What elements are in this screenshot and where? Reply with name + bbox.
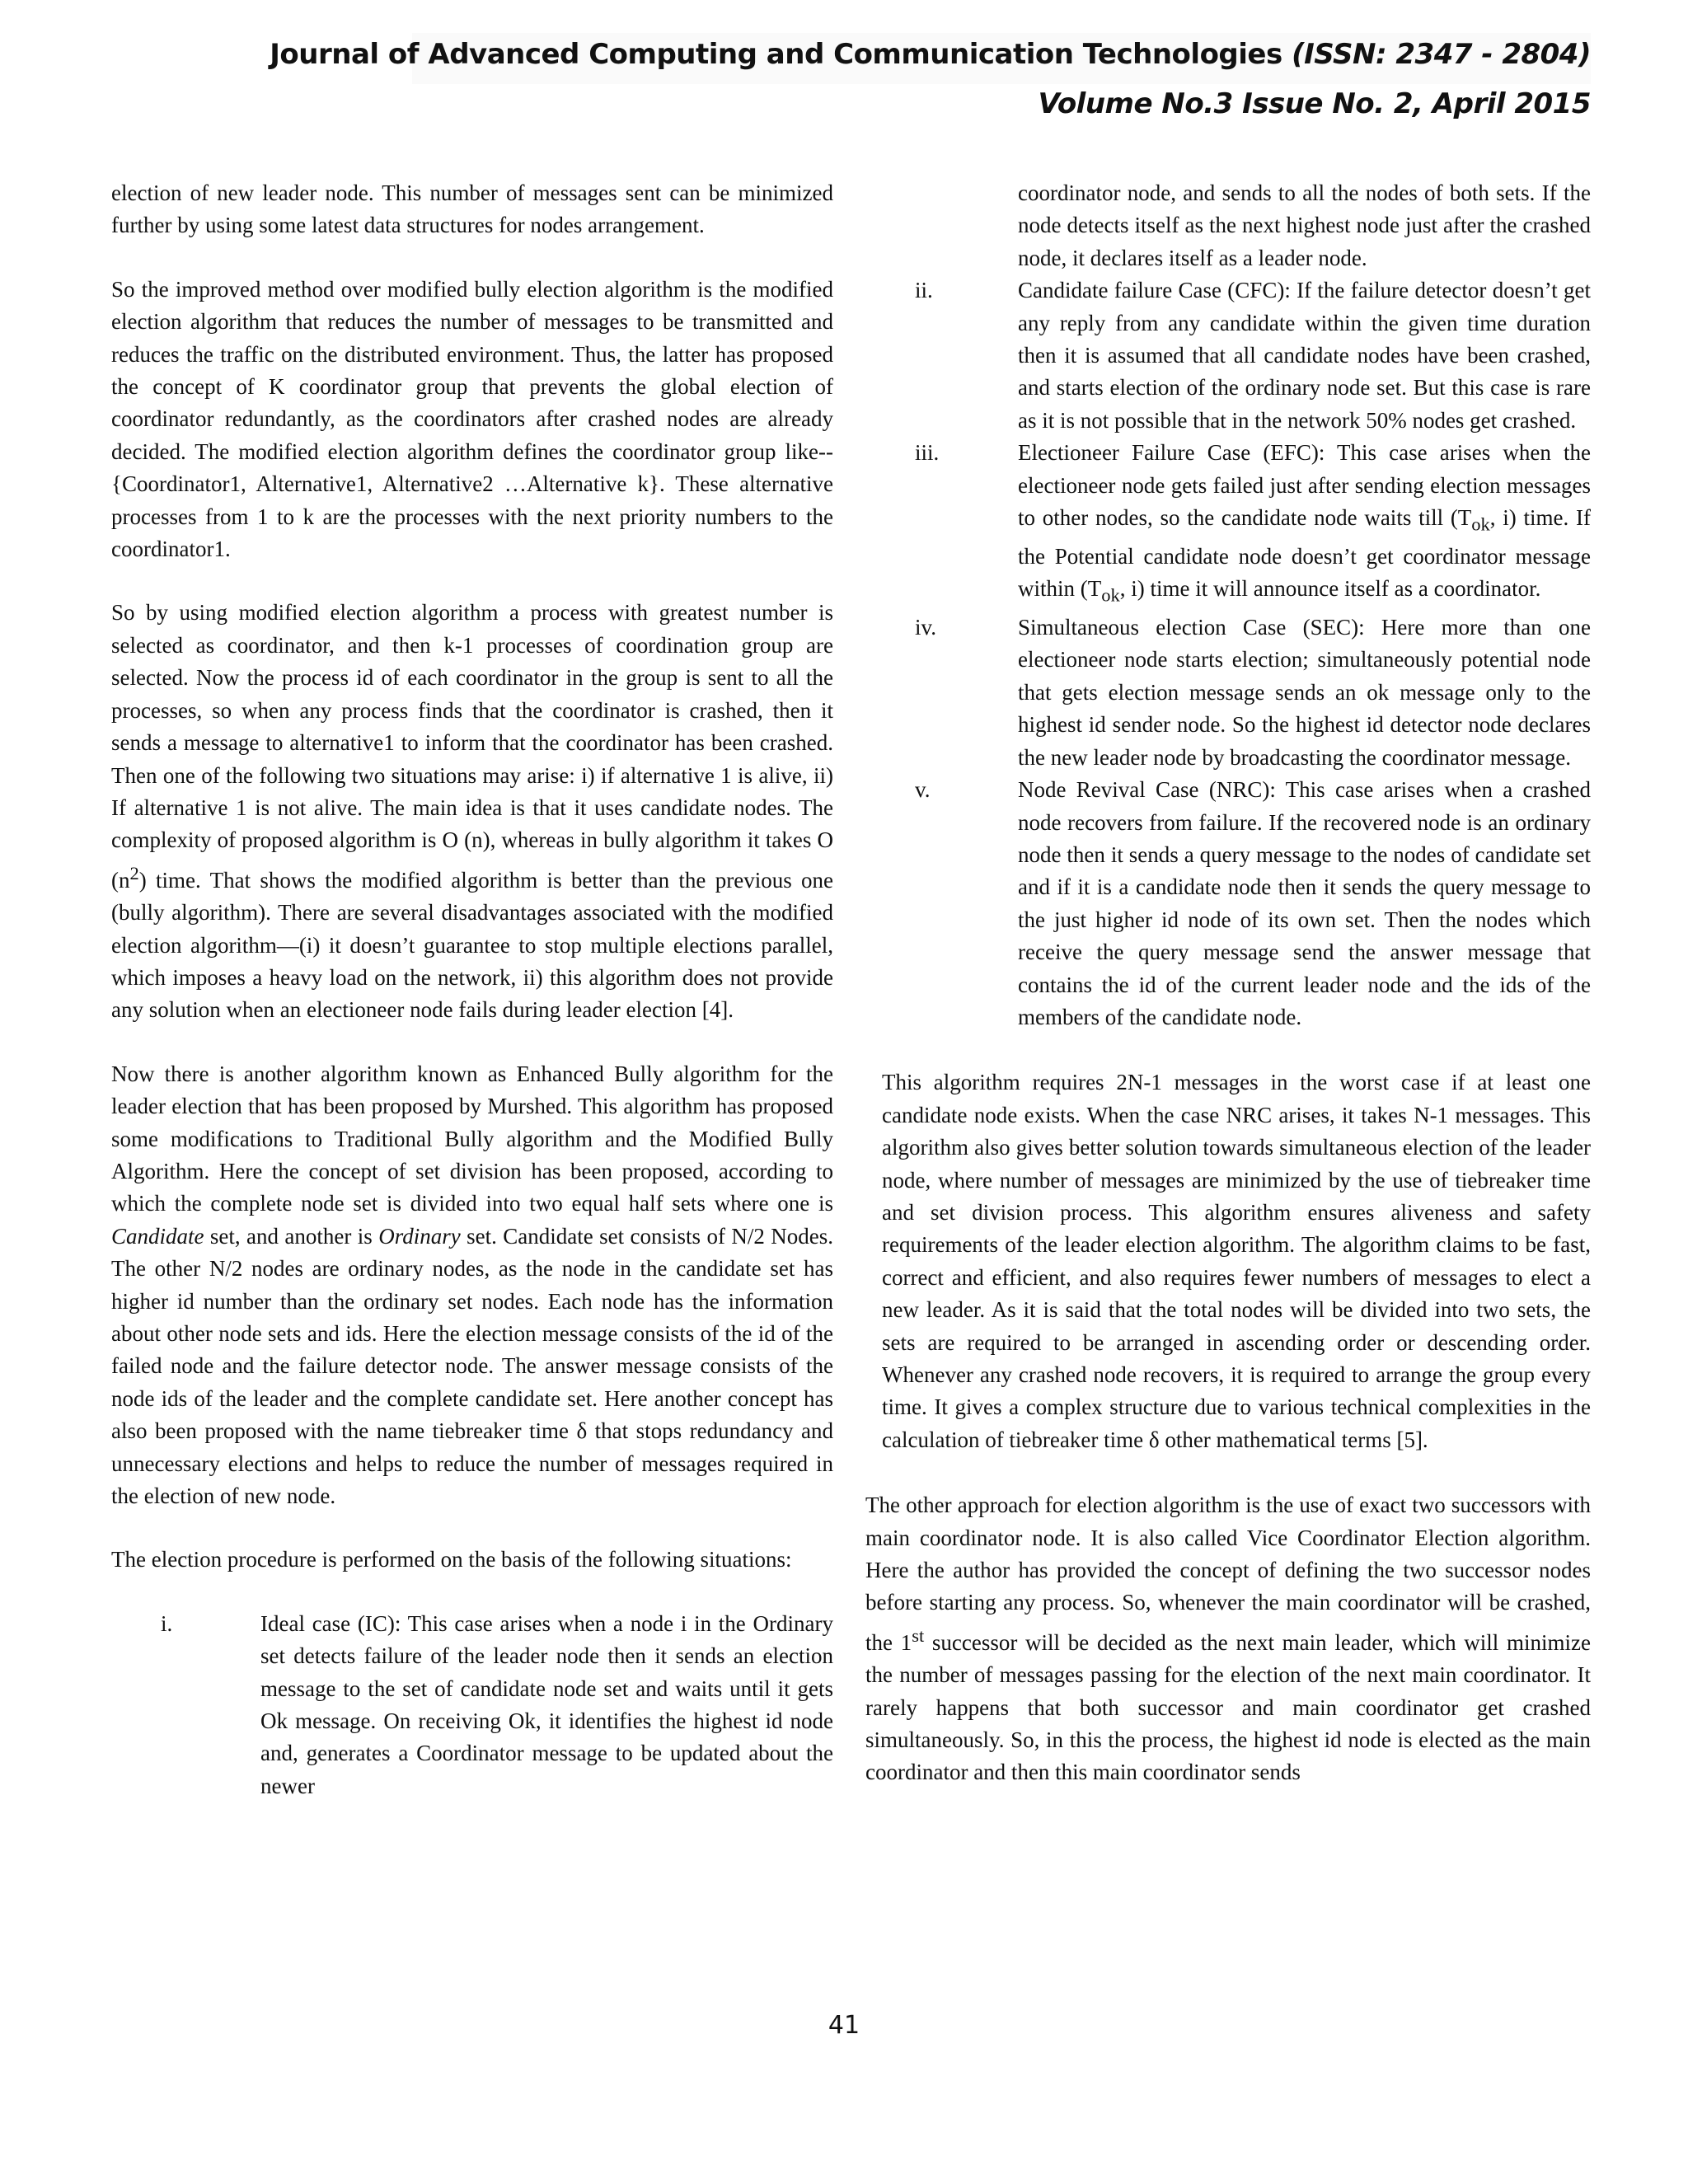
list-item xyxy=(865,274,1591,437)
list-number: i. xyxy=(161,1610,173,1636)
list-item xyxy=(865,612,1591,774)
paragraph: So the improved method over modified bully election algorithm is the modified election algorithm that reduces the number of messages to be transmitted and reduces the traffic on the distributed environment. Thus, the latter has proposed the concept of K coordinator group that prevents the global election of coordinator redundantly, as the coordinators after crashed nodes are already decided. The modified election algorithm defines the coordinator group like-- {Coordinator1, Alternative1, Alternative2 …Alternative k}. These alternative processes from 1 to k are the processes with the next priority numbers to the coordinator1. xyxy=(111,276,833,562)
list-text-continued: coordinator node, and sends to all the nodes of both sets. If the node detects itself as the next highest node just after the crashed node, it declares itself as a leader node. xyxy=(1018,180,1591,270)
list-text: Ideal case (IC): This case arises when a node i in the Ordinary set detects failure of the leader node then it sends an election message to the set of candidate node set and waits until it gets Ok message. On receiving Ok, it identifies the highest id node and, generates a Coordinator message to be updated about the newer xyxy=(260,1610,833,1798)
page-number: 41 xyxy=(828,2011,860,2040)
paragraph: So by using modified election algorithm a process with greatest number is selected as coordinator, and then k-1 processes of coordination group are selected. Now the process id of each coordinator in the group is sent to all the processes, so when any process finds that the coordinator is crashed, then it sends a message to alternative1 to inform that the coordinator has been crashed. Then one of the following two situations may arise: i) if alternative 1 is alive, ii) If alternative 1 is not alive. The main idea is that it uses candidate nodes. The complexity of proposed algorithm is O (n), whereas in bully algorithm it takes O $(n^2)$ time. That shows the modified algorithm is better than the previous one (bully algorithm). There are several disadvantages associated with the modified election algorithm—(i) it doesn’t guarantee to stop multiple elections parallel, which imposes a heavy load on the network, ii) this algorithm does not provide any solution when an electioneer node fails during leader election [4]. xyxy=(111,600,833,1023)
journal-issn: (ISSN: 2347 - 2804) xyxy=(1292,38,1591,71)
paragraph: This algorithm requires 2N-1 messages in the worst case if at least one candidate node exists. When the case NRC arises, it takes N-1 messages. This algorithm also gives better solution towards simultaneous election of the leader node, where number of messages are minimized by the use of tiebreaker time and set division process. This algorithm ensures aliveness and safety requirements of the leader election algorithm. The algorithm claims to be fast, correct and efficient, and also requires fewer numbers of messages to elect a new leader. As it is said that the total nodes will be divided into two sets, the sets are required to be arranged in ascending order or descending order. Whenever any crashed node recovers, it is required to arrange the group every time. It gives a complex structure due to various technical complexities in the calculation of tiebreaker time δ other mathematical terms [5]. xyxy=(882,1070,1591,1452)
left-column xyxy=(111,177,833,1802)
list-text: Electioneer Failure Case (EFC): This case arises when the electioneer node gets failed just after sending election messages to other nodes, so the candidate node waits till ($T_{ok}$, i) time. If the Potential candidate node doesn’t get coordinator message within ($T_{ok}$, i) time it will announce itself as a coordinator. xyxy=(1018,440,1591,606)
list-text: Simultaneous election Case (SEC): Here more than one electioneer node starts election; simultaneously potential node that gets election message sends an ok message only to the highest id sender node. So the highest id detector node declares the new leader node by broadcasting the coordinator message. xyxy=(1018,615,1591,770)
journal-volume: Volume No.3 Issue No. 2, April 2015 xyxy=(1038,87,1591,120)
paragraph: election of new leader node. This number of messages sent can be minimized further by using some latest data structures for nodes arrangement. xyxy=(111,180,833,238)
journal-title xyxy=(270,38,1591,71)
list-text: Candidate failure Case (CFC): If the failure detector doesn’t get any reply from any candidate within the given time duration then it is assumed that all candidate nodes have been crashed, and starts election of the ordinary node set. But this case is rare as it is not possible that in the network 50% nodes get crashed. xyxy=(1018,278,1591,433)
list-number: iii. xyxy=(915,440,940,466)
list-number: v. xyxy=(915,777,931,803)
paragraph: Now there is another algorithm known as Enhanced Bully algorithm for the leader election that has been proposed by Murshed. This algorithm has proposed some modifications to Traditional Bully algorithm and the Modified Bully Algorithm. Here the concept of set division has been proposed, according to which the complete node set is divided into two equal half sets where one is Candidate set, and another is Ordinary set. Candidate set consists of N/2 Nodes. The other N/2 nodes are ordinary nodes, as the node in the candidate set has higher id number than the ordinary set nodes. Each node has the information about other node sets and ids. Here the election message consists of the id of the failed node and the failure detector node. The answer message consists of the node ids of the leader and the complete candidate set. Here another concept has also been proposed with the name tiebreaker time δ that stops redundancy and unnecessary elections and helps to reduce the number of messages required in the election of new node. xyxy=(111,1061,833,1509)
right-column xyxy=(865,177,1591,1789)
list-item xyxy=(865,437,1591,612)
list-number: ii. xyxy=(915,278,933,303)
list-item xyxy=(111,1608,833,1802)
journal-name: Journal of Advanced Computing and Communication Technologies xyxy=(270,38,1292,71)
paragraph: The election procedure is performed on the basis of the following situations: xyxy=(111,1547,792,1572)
list-text: Node Revival Case (NRC): This case arises when a crashed node recovers from failure. If the recovered node is an ordinary node then it sends a query message to the nodes of candidate set and if it is a candidate node then it sends the query message to the just higher id node of its own set. Then the nodes which receive the query message send the answer message that contains the id of the current leader node and the ids of the members of the candidate node. xyxy=(1018,777,1591,1029)
list-item xyxy=(865,774,1591,1033)
paragraph: The other approach for election algorithm is the use of exact two successors with main coordinator node. It is also called Vice Coordinator Election algorithm. Here the author has provided the concept of defining the two successor nodes before starting any process. So, whenever the main coordinator will be crashed, the 1st successor will be decided as the next main leader, which will minimize the number of messages passing for the election of the next main coordinator. It rarely happens that both successor and main coordinator get crashed simultaneously. So, in this the process, the highest id node is elected as the main coordinator and then this main coordinator sends xyxy=(865,1493,1591,1785)
list-number: iv. xyxy=(915,615,936,640)
